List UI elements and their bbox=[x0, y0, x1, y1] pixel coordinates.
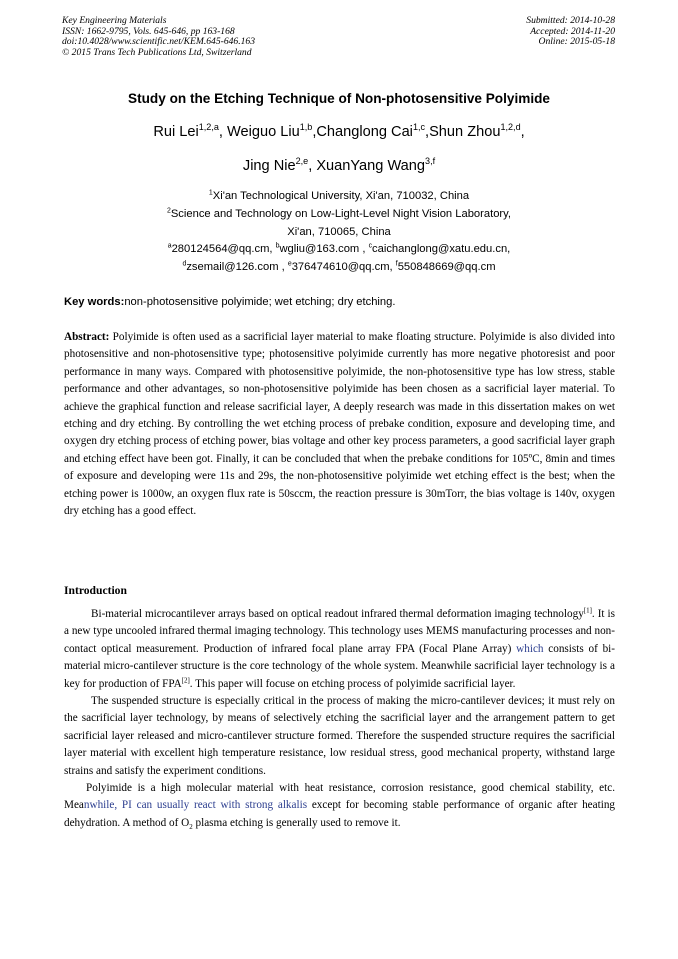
affiliation-2-city: Xi'an, 710065, China bbox=[287, 226, 391, 238]
online-date: Online: 2015-05-18 bbox=[538, 36, 615, 48]
citation-ref[interactable]: [1] bbox=[583, 606, 592, 615]
author-name: Changlong Cai bbox=[316, 124, 413, 140]
text-run: except for becoming stable performance of organic after heating dehydration. A method of O bbox=[64, 799, 616, 829]
text-run: consists of bi-material micro-cantilever structure is the core technology of the whole system. Meanwhile sacrificial layer technology is a key for production of FPA bbox=[64, 642, 616, 690]
journal-issn: ISSN: 1662-9795, Vols. 645-646, pp 163-168 bbox=[62, 25, 235, 37]
affil-sup: 2 bbox=[166, 207, 171, 215]
keywords-label: Key words: bbox=[64, 296, 125, 308]
author-name: Rui Lei bbox=[153, 124, 199, 140]
email-link[interactable]: caichanglong@xatu.edu.cn, bbox=[372, 243, 511, 255]
text-run: Polyimide is a high molecular material with heat resistance, corrosion resistance, good chemical stability, etc. Mea bbox=[64, 782, 615, 812]
abstract-label: Abstract: bbox=[64, 331, 110, 343]
abstract-text: Polyimide is often used as a sacrificial layer material to make floating structure. Polyimide is also divided into photosensitive and non-photosensitive type; photosensitive polyimide currently has more negative photoresist and poor performance in many ways. Compared with photosensitive polyimide, the non-photosensitive type has low stress, stable performance and other advantages, so non-photosensitive polyimide has been chosen as a sacrificial layer material. To achieve the graphical function and release sacrificial layer, A deeply research was made in this dissertation makes on wet etching and dry etching. By controlling the wet etching process of prebake condition, exposure and developing time, and oxygen dry etching process of etching power, bias voltage and other key process parameters, a good sacrificial layer graph and etching effect have been got. Finally, it can be concluded that when the prebake conditions for 105ºC, 8min and times of exposure and developing were 11s and 29s, the non-photosensitive polyimide wet etching effect is the best; when the etching power is 1000w, an oxygen flux rate is 50sccm, the reaction pressure is 30mTorr, the bias voltage is 140v, oxygen dry etching has a good effect. bbox=[64, 331, 616, 518]
introduction-body bbox=[64, 606, 615, 832]
author-affil-sup: 1,2,d bbox=[500, 122, 521, 133]
author-line-2: Jing Nie$^{2,e}$, XuanYang Wang$^{3,f}$ bbox=[242, 156, 436, 174]
keywords-text: non-photosensitive polyimide; wet etching; dry etching. bbox=[124, 296, 396, 308]
section-heading-introduction: Introduction bbox=[64, 584, 127, 597]
email-sup: d bbox=[182, 260, 187, 268]
author-affil-sup: 3,f bbox=[425, 156, 436, 167]
author-affil-sup: 2,e bbox=[295, 156, 309, 167]
author-line-1: Rui Lei$^{1,2,a}$, Weiguo Liu$^{1,b}$,Changlong Cai$^{1,c}$,Shun Zhou$^{1,2,d}$, bbox=[153, 122, 525, 140]
journal-header bbox=[62, 16, 255, 58]
affiliation-2 bbox=[0, 208, 678, 220]
text-run: . It is a new type uncooled infrared thermal imaging technology. This technology uses MEMS manufacturing processes and non-contact optical measurement. Production of infrared focal plane array FPA (Focal Plane Array) bbox=[64, 608, 615, 655]
intro-paragraph-1 bbox=[64, 606, 615, 693]
affil-text: Xi'an Technological University, Xi'an, 710032, China bbox=[212, 190, 470, 202]
email-sup: a bbox=[167, 242, 172, 250]
text-run: plasma etching is generally used to remove it. bbox=[192, 816, 401, 829]
text-run: . This paper will focuse on etching process of polyimide sacrificial layer. bbox=[189, 677, 516, 690]
email-sup: f bbox=[395, 260, 398, 268]
highlighted-text: nwhile, PI can usually react with strong alkalis bbox=[83, 799, 308, 812]
author-affil-sup: 1,2,a bbox=[198, 122, 219, 133]
email-sup: e bbox=[287, 260, 292, 268]
author-name: Shun Zhou bbox=[429, 124, 501, 140]
subscript: 2 bbox=[189, 823, 193, 832]
email-link[interactable]: 376474610@qq.cm, bbox=[291, 261, 393, 273]
author-name: XuanYang Wang bbox=[316, 158, 426, 174]
email-line-1 bbox=[0, 243, 678, 255]
email-sup: b bbox=[275, 242, 280, 250]
citation-ref[interactable]: [2] bbox=[181, 675, 190, 684]
author-affil-sup: 1,c bbox=[412, 122, 426, 133]
journal-doi[interactable]: doi:10.4028/www.scientific.net/KEM.645-646.163 bbox=[62, 36, 256, 48]
author-affil-sup: 1,b bbox=[299, 122, 313, 133]
paper-title: Study on the Etching Technique of Non-photosensitive Polyimide bbox=[128, 91, 550, 106]
email-link[interactable]: 550848669@qq.cm bbox=[397, 261, 496, 273]
author-name: Jing Nie bbox=[242, 158, 296, 174]
accepted-date: Accepted: 2014-11-20 bbox=[530, 25, 615, 37]
abstract bbox=[64, 329, 615, 520]
intro-paragraph-3 bbox=[64, 780, 615, 832]
journal-name: Key Engineering Materials bbox=[62, 15, 167, 26]
highlighted-text: which bbox=[516, 642, 544, 655]
email-link[interactable]: 280124564@qq.cm, bbox=[171, 243, 273, 255]
dates-header bbox=[526, 16, 615, 48]
email-sup: c bbox=[368, 242, 373, 250]
journal-copyright: © 2015 Trans Tech Publications Ltd, Switzerland bbox=[62, 46, 252, 58]
text-run: Bi-material microcantilever arrays based on optical readout infrared thermal deformation imaging technology bbox=[91, 608, 584, 620]
intro-paragraph-2: The suspended structure is especially critical in the process of making the micro-cantilever devices; it must rely on the sacrificial layer technology, by means of selectively etching the sacrificial layer and the arrangement pattern to get sacrificial layer released and micro-cantilever structure formed. Therefore the suspended structure requires the sacrificial layer material with excellent high temperature resistance, low residual stress, good mechanical property, withstand large strains and satisfy the experiment conditions. bbox=[64, 695, 615, 777]
author-name: Weiguo Liu bbox=[226, 124, 300, 140]
affil-sup: 1 bbox=[208, 189, 213, 197]
email-link[interactable]: zsemail@126.com , bbox=[186, 261, 285, 273]
email-line-2 bbox=[0, 261, 678, 273]
email-link[interactable]: wgliu@163.com , bbox=[279, 243, 366, 255]
submitted-date: Submitted: 2014-10-28 bbox=[526, 15, 615, 26]
affil-text: Science and Technology on Low-Light-Level Night Vision Laboratory, bbox=[170, 208, 512, 220]
keywords bbox=[64, 296, 624, 308]
affiliation-1 bbox=[0, 190, 678, 202]
